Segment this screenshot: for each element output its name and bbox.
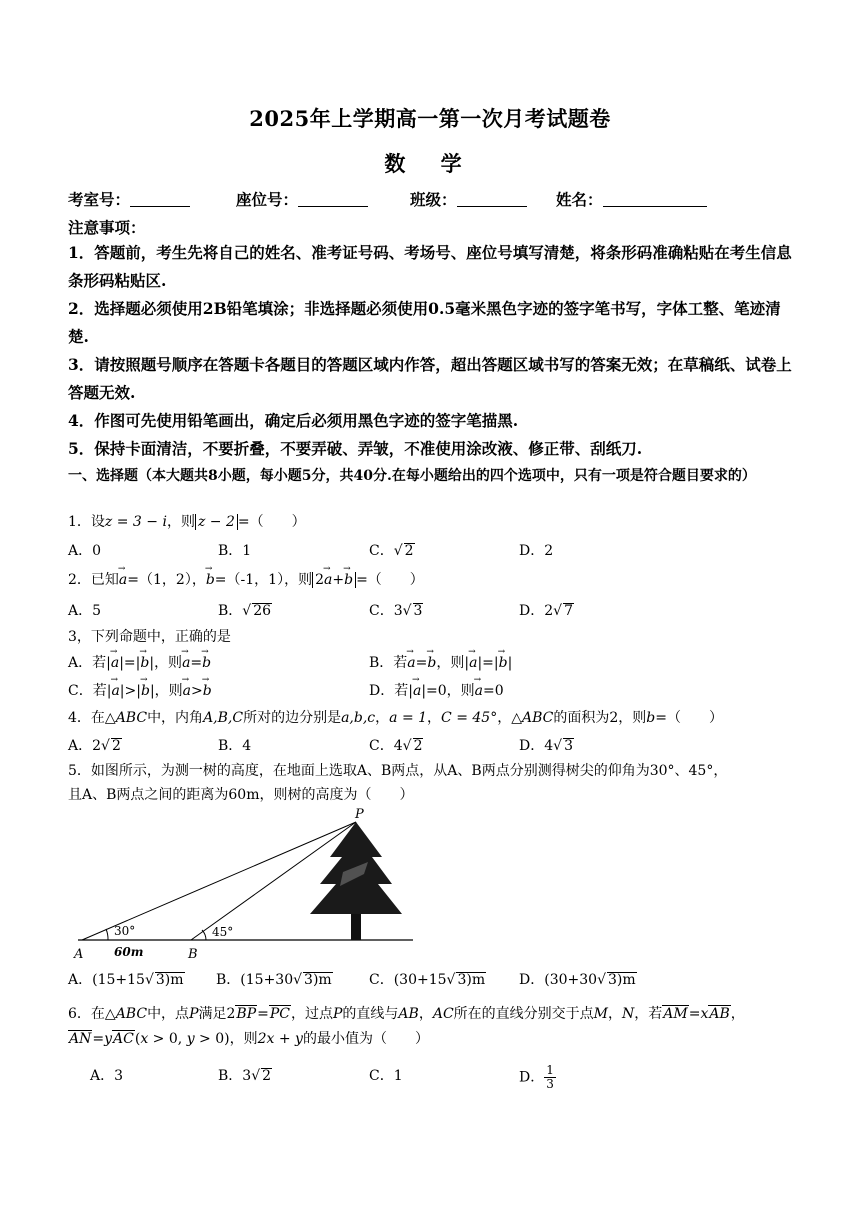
seat-blank[interactable] (298, 190, 368, 207)
name-blank[interactable] (603, 190, 707, 207)
label-b: B (188, 947, 198, 962)
q4-option-a[interactable]: A．2√ 2 (68, 738, 121, 754)
name-label: 姓名： (556, 190, 603, 209)
q5-option-a-front: (15+15 (92, 972, 145, 988)
q2-option-d-root: 7 (564, 603, 573, 619)
note-item: 2．选择题必须使用2B铅笔填涂；非选择题必须使用0.5毫米黑色字迹的签字笔书写，字体工整、笔迹清楚. (68, 299, 781, 346)
q5-option-a[interactable]: A．(15+15√ 3)m (68, 972, 184, 988)
q6-point-p-2: P (333, 1006, 343, 1022)
question-2 (68, 568, 808, 592)
q6-frac-den: 3 (546, 1077, 554, 1091)
sight-line-a (82, 822, 356, 940)
notes-title: 注意事项： (68, 218, 146, 237)
q4-option-c-coef: 4 (393, 738, 403, 754)
q6-text-i: ，若 (634, 1006, 663, 1022)
q4-option-d-coef: 4 (544, 738, 554, 754)
q2-suffix: =（ ） (356, 572, 424, 588)
question-3: 3，下列命题中，正确的是 (68, 629, 231, 645)
q5-option-c[interactable]: C．(30+15√ 3)m (369, 972, 486, 988)
q3-option-b-label: B．若 (369, 655, 408, 671)
q1-suffix: =（ ） (237, 514, 306, 530)
q4-text-b: 中，内角 (147, 710, 204, 726)
q6-option-b-root: 2 (262, 1068, 272, 1084)
q5-option-d-label: D． (519, 972, 545, 988)
q1-option-d[interactable]: D．2 (519, 543, 554, 559)
q5-option-c-tail: 3)m (457, 972, 486, 988)
q3-option-d[interactable]: D．若|→ a|=0，则→ a=0 (369, 679, 504, 703)
q6-text-b: 中，点 (147, 1006, 190, 1022)
q2-option-c-label: C．3 (369, 603, 403, 619)
q5-option-b-tail: 3)m (304, 972, 332, 988)
q3-option-c[interactable]: C．若|→ a|>|→ b|，则→ a>→ b (68, 679, 212, 703)
q6-text-k: 的最小值为（ ） (302, 1031, 429, 1047)
exam-room-label: 考室号： (68, 190, 131, 209)
q5-option-c-label: C． (369, 972, 394, 988)
q4-triangle-2: △ABC (511, 710, 554, 726)
q2-a-def: =（1，2）， (127, 572, 206, 588)
q4-option-d-label: D． (519, 738, 545, 754)
q4-option-a-root: 2 (111, 738, 121, 754)
q6-option-b-label: B． (218, 1068, 243, 1084)
seat-label: 座位号： (236, 190, 299, 209)
section-title: 一、选择题（本大题共8小题，每小题5分，共40分.在每小题给出的四个选项中，只有一项是符合题目要求的） (68, 468, 756, 484)
q4-angles: A,B,C (203, 710, 244, 726)
q3-option-a[interactable]: A．若|→ a|=|→ b|，则→ a=→ b (68, 651, 211, 675)
q4-option-c[interactable]: C．4√ 2 (369, 738, 423, 754)
question-4 (68, 706, 808, 730)
question-6-line1: 6．在△ABC中，点P满足2BP=PC，过点P的直线与AB，AC所在的直线分别交于点M，N，若AM=xAB， (68, 1006, 745, 1022)
q4-text-a: 4．在 (68, 710, 105, 726)
question-1 (68, 510, 808, 534)
class-field[interactable] (410, 188, 527, 210)
q2-b-def: =（-1，1），则 (214, 572, 313, 588)
q4-option-a-label: A． (68, 738, 93, 754)
q6-triangle: △ABC (104, 1006, 148, 1022)
q3-option-b-connector: ，则 (436, 655, 465, 671)
q6-option-d[interactable] (519, 1064, 556, 1091)
q3-option-b[interactable]: B．若→ a=→ b，则|→ a|=|→ b| (369, 651, 512, 675)
q6-text-a: 6．在 (68, 1006, 105, 1022)
q4-text-e: ， (427, 710, 442, 726)
q4-cond1: a = 1 (389, 710, 428, 726)
q6-text-g: 所在的直线分别交于点 (453, 1006, 594, 1022)
q5-option-c-front: (30+15 (393, 972, 447, 988)
q4-option-d-root: 3 (564, 738, 573, 754)
q3-option-a-connector: ，则 (154, 655, 183, 671)
q3-option-d-label: D．若 (369, 683, 409, 699)
q1-prefix: 1．设 (68, 514, 105, 530)
q6-point-n: N (622, 1006, 635, 1022)
q6-expr: 2x + y (257, 1031, 303, 1047)
q5-option-d-front: (30+30 (544, 972, 598, 988)
q5-option-d[interactable]: D．(30+30√ 3)m (519, 972, 636, 988)
exam-subject: 数 学 (384, 151, 476, 176)
exam-title: 2025年上学期高一第一次月考试题卷 (249, 106, 611, 131)
question-5-line2: 且A、B两点之间的距离为60m，则树的高度为（ ） (68, 787, 414, 803)
tree-icon (310, 822, 402, 940)
q2-option-c[interactable]: C．3√ 3 (369, 603, 423, 619)
q4-text-e2: ， (497, 710, 512, 726)
q4-b-var: b (646, 710, 656, 726)
q1-mid: ，则 (166, 514, 195, 530)
q1-option-c[interactable]: C．√ 2 (369, 543, 414, 559)
label-p: P (355, 807, 364, 822)
q4-text-d: ， (375, 710, 390, 726)
q3-option-c-label: C．若 (68, 683, 107, 699)
q4-text-f: 的面积为2，则 (553, 710, 647, 726)
q2-expr-coef: 2 (315, 572, 324, 588)
q2-vec-a: → a (119, 568, 127, 592)
q2-prefix: 2．已知 (68, 572, 119, 588)
q6-option-d-fraction (544, 1064, 556, 1091)
q4-option-c-label: C． (369, 738, 394, 754)
q4-option-b[interactable]: B．4 (218, 738, 252, 754)
q2-option-a[interactable]: A．5 (68, 603, 102, 619)
q2-option-d-label: D．2 (519, 603, 554, 619)
q1-option-c-root: 2 (404, 543, 414, 559)
q2-option-d[interactable]: D．2√ 7 (519, 603, 573, 619)
q6-text-h: ， (608, 1006, 622, 1022)
q4-suffix: =（ ） (655, 710, 723, 726)
q1-z-def: z = 3 − i (104, 514, 167, 530)
q6-point-p: P (189, 1006, 199, 1022)
q6-ab: AB (398, 1006, 419, 1022)
q2-expr: 2→ a+→ b (312, 572, 356, 588)
label-a: A (74, 947, 84, 962)
q1-option-a[interactable]: A．0 (68, 543, 102, 559)
q4-text-c: 所对的边分别是 (243, 710, 342, 726)
q4-sides: a,b,c (341, 710, 376, 726)
question-6-line2: AN=yAC(x > 0, y > 0)，则2x + y的最小值为（ ） (69, 1031, 429, 1047)
q4-cond2: C = 45° (441, 710, 498, 726)
tree-height-figure (68, 802, 418, 964)
q6-text-c: 满足 (198, 1006, 227, 1022)
note-item: 1．答题前，考生先将自己的姓名、准考证号码、考场号、座位号填写清楚，将条形码准确粘贴在考生信息条形码粘贴区. (68, 243, 792, 290)
q4-option-d[interactable]: D．4√ 3 (519, 738, 573, 754)
q2-option-b[interactable]: B．√ 26 (218, 603, 272, 619)
student-info-row (68, 188, 788, 212)
q1-option-b[interactable]: B．1 (218, 543, 252, 559)
label-angle-b: 45° (212, 925, 234, 939)
class-label: 班级： (410, 190, 457, 209)
q6-ac: AC (432, 1006, 454, 1022)
class-blank[interactable] (457, 190, 527, 207)
q6-text-f: ， (418, 1006, 433, 1022)
q5-option-a-label: A． (68, 972, 93, 988)
q5-option-d-tail: 3)m (607, 972, 636, 988)
note-item: 5．保持卡面清洁，不要折叠，不要弄破、弄皱，不准使用涂改液、修正带、刮纸刀. (68, 439, 643, 458)
q2-vec-b: → b (206, 568, 215, 592)
question-5-line1: 5．如图所示，为测一树的高度，在地面上选取A、B两点，从A、B两点分别测得树尖的仰角为30°、45°， (68, 763, 728, 779)
note-item: 4．作图可先使用铅笔画出，确定后必须用黑色字迹的签字笔描黑. (68, 411, 519, 430)
q6-option-b[interactable]: B．3√ 2 (218, 1068, 272, 1084)
label-angle-a: 30° (114, 924, 136, 938)
q6-frac-num: 1 (546, 1063, 554, 1077)
q5-option-b-front: (15+30 (240, 972, 294, 988)
q5-option-b-label: B． (216, 972, 241, 988)
q6-text-j: ，则 (229, 1031, 258, 1047)
q6-text-d: ，过点 (291, 1006, 333, 1022)
name-field[interactable] (556, 188, 707, 210)
q3-option-c-connector: ，则 (154, 683, 183, 699)
seat-field[interactable] (236, 188, 368, 210)
label-distance: 60m (114, 945, 144, 959)
q5-option-a-tail: 3)m (155, 972, 184, 988)
q6-point-m: M (593, 1006, 608, 1022)
q2-option-b-root: 26 (253, 603, 272, 619)
q3-option-d-connector: ，则 (446, 683, 475, 699)
exam-room-field[interactable] (68, 188, 190, 210)
q1-option-c-label: C． (369, 543, 394, 559)
q6-option-b-coef: 3 (242, 1068, 252, 1084)
q6-option-c[interactable]: C．1 (369, 1068, 403, 1084)
exam-room-blank[interactable] (130, 190, 190, 207)
q4-option-c-root: 2 (413, 738, 423, 754)
q1-expr: z − 2 (195, 514, 238, 530)
q2-option-c-root: 3 (413, 603, 423, 619)
note-item: 3．请按照题号顺序在答题卡各题目的答题区域内作答，超出答题区域书写的答案无效；在草稿纸、试卷上答题无效. (68, 355, 792, 402)
q5-option-b[interactable]: B．(15+30√ 3)m (216, 972, 332, 988)
q4-option-a-coef: 2 (92, 738, 102, 754)
q6-option-d-label: D． (519, 1069, 545, 1086)
q3-option-a-label: A．若 (68, 655, 107, 671)
q2-option-b-label: B． (218, 603, 243, 619)
q6-option-a[interactable]: A．3 (90, 1068, 124, 1084)
q4-triangle: △ABC (104, 710, 148, 726)
q6-text-e: 的直线与 (342, 1006, 399, 1022)
